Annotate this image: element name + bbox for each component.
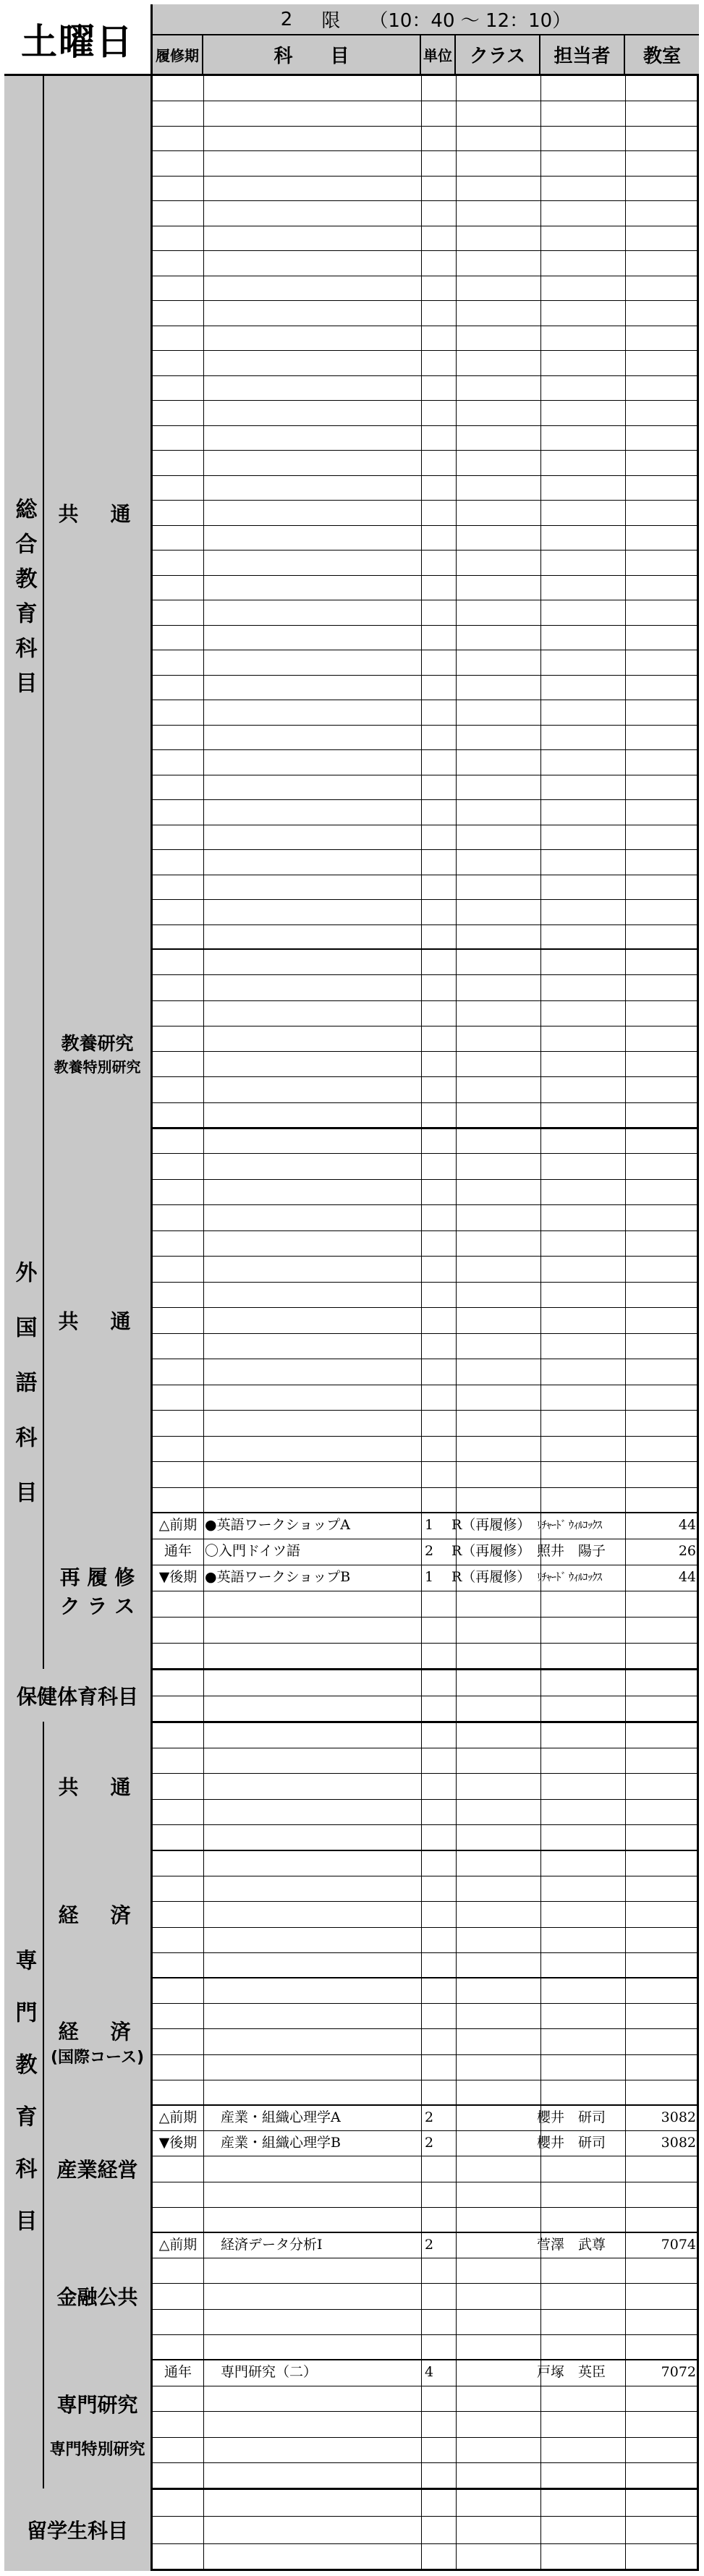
grid-line (153, 550, 699, 551)
grid-line (153, 1643, 699, 1644)
grid-line (153, 1901, 699, 1902)
grid-line (153, 2462, 699, 2463)
grid-line (153, 2334, 699, 2335)
course-subject: 経済データ分析Ⅰ (221, 2237, 323, 2253)
subcategory-label: 共 通 (58, 1775, 137, 1799)
subcategory-label: 共 通 (58, 501, 137, 526)
grid-line (153, 2003, 699, 2004)
course-teacher: ﾘﾁｬｰﾄﾞ ｳｨﾙｺｯｸｽ (537, 1518, 602, 1531)
grid-line (153, 1824, 699, 1825)
grid-line (153, 575, 699, 576)
period-number: 2 (280, 8, 293, 30)
subcategory-kyoyo (44, 949, 153, 1128)
category-general-education (4, 76, 44, 1128)
grid-line (153, 1927, 699, 1928)
subcategory-sublabel: 専門特別研究 (49, 2440, 145, 2459)
subcategory-finance-public (44, 2232, 153, 2360)
course-units: 2 (424, 2135, 434, 2151)
course-room: 3082 (661, 2109, 696, 2125)
grid-line (153, 2437, 699, 2438)
column-line (456, 76, 457, 2571)
subcategory-common (44, 76, 153, 949)
grid-line (153, 1102, 699, 1103)
course-teacher: 櫻井 研司 (537, 2109, 606, 2125)
course-semester: 通年 (164, 1543, 192, 1559)
course-semester: △前期 (158, 2237, 198, 2253)
course-teacher: 櫻井 研司 (537, 2135, 606, 2151)
course-teacher: 戸塚 英臣 (537, 2364, 606, 2380)
grid-line (153, 1153, 699, 1154)
course-semester: ▼後期 (158, 1569, 198, 1585)
grid-line (153, 200, 699, 201)
course-units: 2 (424, 2109, 434, 2125)
grid-line (153, 725, 699, 726)
category-specialized (4, 1722, 44, 2488)
course-semester: ▼後期 (158, 2135, 198, 2151)
course-room: 44 (678, 1569, 696, 1585)
column-header-teacher: 担当者 (540, 35, 625, 76)
course-semester: △前期 (158, 1517, 198, 1533)
course-units: 2 (424, 2237, 434, 2253)
grid-line (153, 675, 699, 676)
course-class: R（再履修） (451, 1543, 531, 1559)
course-room: 7072 (661, 2364, 696, 2380)
grid-line (153, 799, 699, 800)
course-class: R（再履修） (451, 1569, 531, 1585)
course-room: 26 (678, 1543, 696, 1559)
period-label: 限 (321, 10, 341, 32)
category-foreign-language (4, 1128, 44, 1669)
subcategory-label: 産業経営 (56, 2158, 138, 2182)
column-header-room: 教室 (625, 35, 699, 76)
course-room: 7074 (661, 2237, 696, 2253)
grid-line (153, 250, 699, 251)
subcategory-industry-management (44, 2105, 153, 2232)
column-line (203, 76, 204, 2571)
category-label: 総合教育科目 (11, 498, 37, 706)
course-subject: ●英語ワークショップA (205, 1517, 350, 1533)
grid-line (153, 1461, 699, 1462)
grid-line (153, 300, 699, 301)
subcategory-label: 教養研究 (61, 1033, 134, 1054)
grid-line (153, 126, 699, 127)
course-semester: 通年 (164, 2364, 192, 2380)
column-header-class: クラス (456, 35, 540, 76)
course-subject: ●英語ワークショップB (205, 1569, 351, 1585)
course-units: 4 (424, 2364, 434, 2380)
course-units: 2 (424, 1543, 434, 1559)
grid-line (153, 1952, 699, 1953)
grid-line (153, 425, 699, 426)
subcategory-economics-international (44, 1978, 153, 2105)
grid-line (153, 1076, 699, 1077)
grid-line (153, 350, 699, 351)
grid-line (153, 2283, 699, 2284)
column-line (540, 76, 541, 2571)
category-international-student: 留学生科目 (4, 2488, 153, 2571)
subcategory-label: 経 済 (58, 1903, 137, 1927)
grid-line (153, 375, 699, 376)
grid-line (153, 2309, 699, 2310)
grid-line (153, 475, 699, 476)
subcategory-common (44, 1128, 153, 1513)
course-teacher: ﾘﾁｬｰﾄﾞ ｳｨﾙｺｯｸｽ (537, 1570, 602, 1584)
column-header-units: 単位 (421, 35, 456, 76)
course-subject: 専門研究（二） (221, 2364, 318, 2380)
subcategory-sublabel: ク ラ ス (59, 1594, 135, 1618)
course-room: 44 (678, 1517, 696, 1533)
course-subject: 〇入門ドイツ語 (205, 1543, 301, 1559)
course-class: R（再履修） (451, 1517, 531, 1533)
column-line (421, 76, 422, 2571)
subcategory-retake-class (44, 1513, 153, 1669)
grid-line (153, 974, 699, 975)
grid-line (153, 176, 699, 177)
grid-line (153, 400, 699, 401)
grid-line (153, 150, 699, 151)
course-subject: 産業・組織心理学A (221, 2109, 341, 2125)
grid-line (153, 1307, 699, 1308)
grid-line (153, 2543, 699, 2544)
subcategory-common (44, 1722, 153, 1850)
course-units: 1 (424, 1517, 434, 1533)
course-teacher: 照井 陽子 (537, 1543, 606, 1559)
course-units: 1 (424, 1569, 434, 1585)
grid-line (153, 2207, 699, 2208)
grid-line (153, 625, 699, 626)
subcategory-label: 専門研究 (56, 2392, 138, 2417)
subcategory-sublabel: (国際コース) (50, 2048, 144, 2067)
subcategory-economics (44, 1850, 153, 1978)
grid-line (153, 1773, 699, 1774)
grid-line (153, 1282, 699, 1283)
grid-line (153, 924, 699, 925)
grid-line (153, 450, 699, 451)
column-header-subject: 科 目 (203, 35, 421, 76)
grid-line (153, 1617, 699, 1618)
grid-line (153, 1000, 699, 1001)
grid-line (153, 2028, 699, 2029)
course-teacher: 菅澤 武尊 (537, 2237, 606, 2253)
grid-line (153, 1230, 699, 1231)
grid-line (153, 1410, 699, 1411)
grid-line (153, 2411, 699, 2412)
grid-line (153, 849, 699, 850)
category-health-pe: 保健体育科目 (4, 1669, 153, 1722)
grid-line (153, 1256, 699, 1257)
course-subject: 産業・組織心理学B (221, 2135, 341, 2151)
course-room: 3082 (661, 2135, 696, 2151)
grid-line (153, 1487, 699, 1488)
subcategory-label: 共 通 (58, 1309, 137, 1333)
grid-line (153, 1179, 699, 1180)
period-time: （10：40 ～ 12：10） (369, 10, 572, 32)
grid-line (153, 749, 699, 750)
grid-line (153, 1436, 699, 1437)
category-label: 外国語科目 (11, 1261, 37, 1536)
grid-line (153, 1204, 699, 1205)
course-semester: △前期 (158, 2109, 198, 2125)
subcategory-label: 再 履 修 (59, 1565, 135, 1589)
grid-line (153, 1799, 699, 1800)
column-header-semester: 履修期 (153, 35, 203, 76)
grid-line (153, 1051, 699, 1052)
category-label: 専門教育科目 (11, 1949, 37, 2261)
column-line (625, 76, 626, 2571)
subcategory-senmon-research (44, 2360, 153, 2488)
grid-line (153, 500, 699, 501)
grid-line (153, 525, 699, 526)
subcategory-sublabel: 教養特別研究 (54, 1058, 141, 1076)
grid-line (153, 2054, 699, 2055)
day-title: 土曜日 (4, 4, 153, 76)
subcategory-label: 金融公共 (56, 2285, 138, 2309)
period-header (153, 4, 699, 35)
grid-line (153, 1333, 699, 1334)
grid-line (153, 2516, 699, 2517)
grid-line (153, 899, 699, 900)
subcategory-label: 経 済 (58, 2019, 137, 2044)
